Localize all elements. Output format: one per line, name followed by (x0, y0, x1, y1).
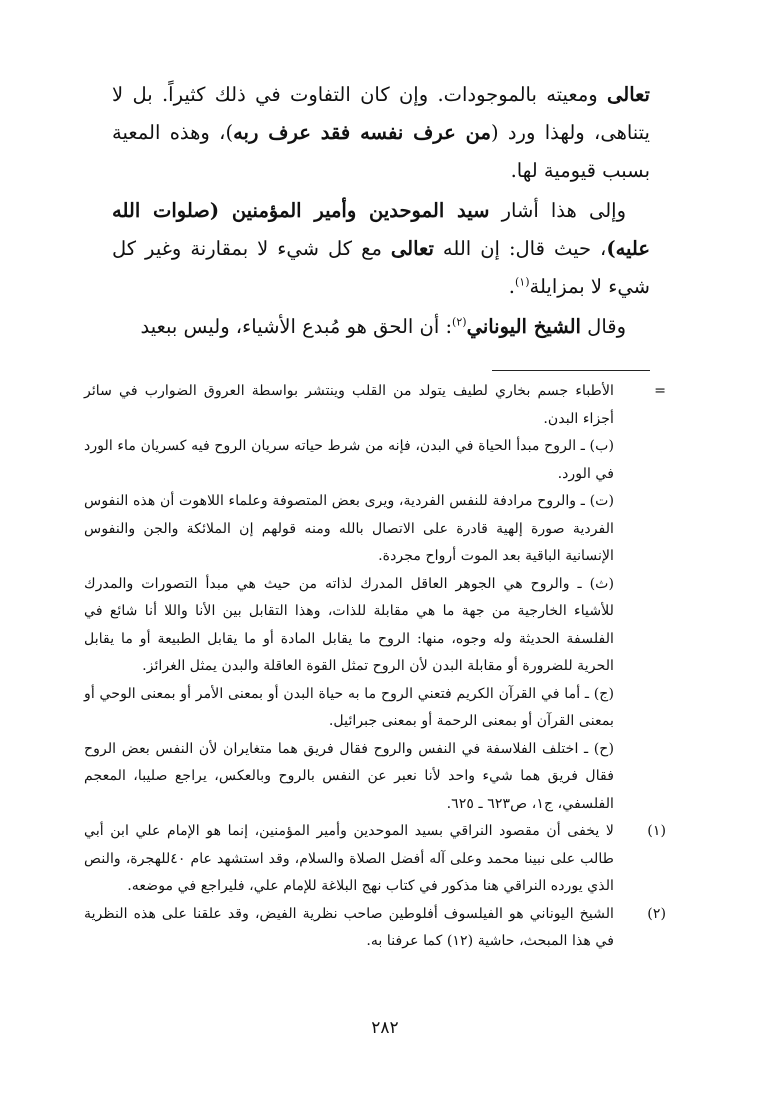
footnote-1-mark: (١) (647, 823, 666, 839)
continuation-mark: = (654, 383, 666, 399)
main-paragraph-3 (112, 308, 650, 346)
p2-segment-6: (١) (514, 275, 530, 289)
p2-segment-4: تعالى (390, 237, 434, 260)
p2-segment-7: . (508, 275, 515, 298)
p2-segment-3: إن الله (433, 237, 500, 260)
p1-segment-3: )، وهذه المعية بسبب قيومية لها. (112, 121, 650, 182)
p3-segment-2: (٢) (452, 315, 467, 329)
p2-segment-0: وإلى هذا أشار (489, 199, 626, 222)
footnotes-block (84, 378, 666, 956)
continuation-item-t: (ت) ـ والروح مرادفة للنفس الفردية، ويرى بعض المتصوفة وعلماء اللاهوت أن هذه النفوس الفردية صورة إلهية قادرة على الاتصال بالله ومنه قولهم إن الملائكة والجن والنفوس الإنسانية الباقية بعد الموت أرواح مجردة. (84, 493, 614, 564)
main-paragraph-1 (112, 76, 650, 190)
continuation-line: الأطباء جسم بخاري لطيف يتولد من القلب وينتشر بواسطة العروق الضوارب في سائر أجزاء البدن. (84, 383, 614, 427)
p2-segment-2: ، حيث قال: (499, 237, 607, 260)
p2-segment-1: سيد الموحدين وأمير المؤمنين (صلوات الله عليه) (112, 199, 650, 260)
p1-segment-0: تعالى (607, 83, 650, 106)
p3-segment-0: وقال (580, 315, 626, 338)
main-text-block (112, 76, 650, 346)
footnote-2-mark: (٢) (647, 905, 666, 922)
continuation-item-h: (ح) ـ اختلف الفلاسفة في النفس والروح فقال فريق هما متغايران لأن النفس بعض الروح فقال فريق هما شيء واحد لأنا نعبر عن النفس بالروح وبالعكس، يراجع صليبا، المعجم الفلسفي، ج١، ص٦٢٣ ـ ٦٢٥. (84, 740, 614, 812)
footnote-2 (84, 901, 666, 956)
footnote-2-text: الشيخ اليوناني هو الفيلسوف أفلوطين صاحب نظرية الفيض، وقد علقنا على هذه النظرية في هذا المبحث، حاشية (١٢) كما عرفنا به. (84, 905, 614, 949)
page-number: ٢٨٢ (371, 1018, 399, 1038)
p1-segment-1: ومعيته بالموجودات. وإن كان التفاوت في ذلك كثيراً. بل لا يتناهى، ولهذا ورد ( (112, 83, 650, 144)
footnote-1-text: لا يخفى أن مقصود النراقي بسيد الموحدين وأمير المؤمنين، إنما هو الإمام علي ابن أبي طالب على نبينا محمد وعلى آله أفضل الصلاة والسلام، وقد استشهد عام ٤٠للهجرة، والنص الذي يورده النراقي هنا مذكور في كتاب نهج البلاغة للإمام علي، فليراجع في موضعه. (84, 823, 614, 894)
main-paragraph-2 (112, 192, 650, 306)
p3-segment-3: : أن الحق هو مُبدع الأشياء، وليس ببعيد (140, 315, 453, 338)
p2-segment-5: مع كل شيء لا بمقارنة وغير كل شيء لا بمزايلة (112, 237, 650, 298)
continuation-item-th: (ث) ـ والروح هي الجوهر العاقل المدرك لذاته من حيث هي مبدأ التصورات والمدرك للأشياء الخارجية من جهة ما هي مقابلة للذات، وهذا التقابل بين الأنا واللا أنا شائع في الفلسفة الحديثة وله وجوه، منها: الروح ما يقابل المادة أو ما يقابل الطبيعة أو ما يقابل الحرية للضرورة أو مقابلة البدن لأن الروح تمثل القوة العاقلة والبدن يمثل الغرائز. (84, 575, 614, 674)
p1-segment-2: من عرف نفسه فقد عرف ربه (233, 121, 491, 144)
footnote-1 (84, 818, 666, 901)
continuation-item-j: (ج) ـ أما في القرآن الكريم فتعني الروح ما به حياة البدن أو بمعنى الأمر أو بمعنى الوحي أو بمعنى القرآن أو بمعنى الرحمة أو بمعنى جبرائيل. (84, 685, 614, 729)
footnote-separator (492, 370, 650, 371)
continuation-item-b: (ب) ـ الروح مبدأ الحياة في البدن، فإنه من شرط حياته سريان الروح فيه كسريان ماء الورد في الورد. (84, 438, 614, 482)
p3-segment-1: الشيخ اليوناني (466, 315, 581, 338)
footnote-continuation (84, 378, 666, 818)
